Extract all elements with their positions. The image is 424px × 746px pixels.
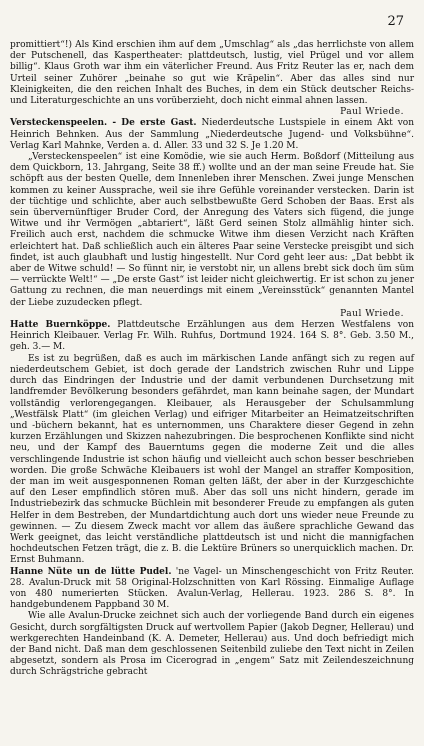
page-number: 27 bbox=[387, 14, 404, 29]
review-bibliographic-info: Plattdeutsche Erzählungen aus dem Herzen Westfalens von Heinrich Kleibauer. Verlag Fr. Wilh. Ruhfus, Dortmund 1924. 164 S. 8°. Geb. 3.50 M., geh. 3.— M. bbox=[10, 320, 414, 353]
body-paragraph: promittiert“!) Als Kind erschien ihm auf dem „Umschlag“ als „das herrlichste von allem der Putschenell, das Kaspertheater: plattdeutsch, lustig, viel Prügel und vor allem billig“. Klaus Groth war ihm ein väterlicher Freund. Aus Fritz Reuter las er, nach dem Urteil seiner Zuhörer „beinahe so gut wie Kräpelin“. Aber das alles sind nur Kleinigkeiten, die den reichen Inhalt des Buches, in dem ein Stück deutscher Reichs- und Literaturgeschichte an uns vorüberzieht, doch nicht einmal ahnen lassen. bbox=[10, 40, 414, 107]
review-title: Hanne Nüte un de lütte Pudel. bbox=[10, 566, 172, 577]
page-body bbox=[10, 40, 414, 679]
review-heading-paragraph bbox=[10, 118, 414, 152]
body-paragraph: Es ist zu begrüßen, daß es auch im märkischen Lande anfängt sich zu regen auf niederdeutschem Gebiet, ist doch gerade der Landstrich zwischen Ruhr und Lippe durch das Eindringen der Industrie und der damit verbundenen Durchsetzung mit landfremder Bevölkerung besonders gefährdet, man kann beinahe sagen, der Mundart vollständig verlorengegangen. Kleibauer, als Herausgeber der Schulsammlung „Westfälsk Platt“ (im gleichen Verlag) und eifriger Mitarbeiter an Heimatzeitschriften und -büchern bekannt, hat es unternommen, uns Charaktere dieser Gegend in zehn kurzen Erzählungen und Skizzen nahezubringen. Die besprochenen Konflikte sind nicht neu, und der Kampf des Bauerntums gegen die moderne Zeit und die alles verschlingende Industrie ist schon häufig und vielleicht auch schon besser beschrieben worden. Die große Schwäche Kleibauers ist wohl der Mangel an straffer Komposition, der man im weit ausgesponnenen Roman gelten läßt, der aber in der Kurzgeschichte auf den Leser empfindlich stören muß. Aber das soll uns nicht hindern, gerade im Industriebezirk das schmucke Büchlein mit besonderer Freude zu empfangen als guten Helfer in dem Bestreben, der Mundartdichtung auch dort uns wieder neue Freunde zu gewinnen. — Zu diesem Zweck macht vor allem das äußere sprachliche Gewand das Werk geeignet, das leicht verständliche plattdeutsch ist und nicht die mannigfachen hochdeutschen Fetzen trägt, die z. B. die Lektüre Brüners so unerquicklich machen. Dr. Ernst Buhmann. bbox=[10, 353, 414, 566]
review-title: Versteckenspeelen. - De erste Gast. bbox=[10, 118, 197, 129]
review-title: Hatte Buernköppe. bbox=[10, 320, 111, 331]
review-heading-paragraph bbox=[10, 567, 414, 612]
body-paragraph: Wie alle Avalun-Drucke zeichnet sich auch der vorliegende Band durch ein eigenes Gesicht, durch sorgfältigsten Druck auf wertvollem Papier (Jakob Degner, Hellerau) und werkgerechten Handeinband (K. A. Demeter, Hellerau) aus. Und doch befriedigt mich der Band nicht. Daß man dem geschlossenen Seitenbild zuliebe den Text nicht in Zeilen abgesetzt, sondern als Prosa im Cicerograd in „engem“ Satz mit Zeilendeszeichnung durch Schrägstriche gebracht bbox=[10, 611, 414, 678]
review-bibliographic-info: Niederdeutsche Lustspiele in einem Akt von Heinrich Behnken. Aus der Sammlung „Niederdeutsche Jugend- und Volksbühne“. Verlag Karl Mahnke, Verden a. d. Aller. 33 und 32 S. Je 1.20 M. bbox=[10, 118, 414, 151]
review-bibliographic-info: 'ne Vagel- un Minschengeschicht von Fritz Reuter. 28. Avalun-Druck mit 58 Original-Holzschnitten von Karl Rössing. Einmalige Auflage von 480 numerierten Stücken. Avalun-Verlag, Hellerau. 1923. 286 S. 8°. In handgebundenem Pappband 30 M. bbox=[10, 566, 414, 611]
review-signature: Paul Wriede. bbox=[340, 308, 404, 319]
review-signature: Paul Wriede. bbox=[340, 107, 404, 118]
review-heading-paragraph bbox=[10, 320, 414, 354]
body-paragraph: „Versteckenspeelen“ ist eine Komödie, wie sie auch Herm. Boßdorf (Mitteilung aus dem Quickborn, 13. Jahrgang, Seite 38 ff.) wollte und an der man seine Freude hat. Sie schöpft aus der besten Quelle, dem Innenleben ihrer Menschen. Zwei junge Menschen kommen zu keiner Aussprache, weil sie ihre Gefühle voreinander verstecken. Darin ist der tüchtige und schlichte, aber auch selbstbewußte Gerd Schoben der Baas. Erst als sein übervernünftiger Bruder Cord, der Anregung des Vaters sich fügend, die junge Witwe und ihr Vermögen „abtariert“, läßt Gerd seinen Stolz allmählig hinter sich. Freilich auch erst, nachdem die schmucke Witwe ihm diesen Verzicht nach Kräften erleichtert hat. Daß schließlich auch ein älteres Paar seine Verstecke preisgibt und sich findet, ist auch glaubhaft und lustig hingestellt. Nur Cord geht leer aus: „Dat bebbt ik aber de Witwe schuld! — So fünnt nir, ie verstobt nir, un allens brebt sick doch üm süm — verrückte Welt!“ — „De erste Gast“ ist leider nicht gleichwertig. Er ist schon zu jener Gattung zu rechnen, die man neuerdings mit einem „Vereinsstück“ genannten Mantel der Liebe zuzudecken pflegt. bbox=[10, 152, 414, 308]
